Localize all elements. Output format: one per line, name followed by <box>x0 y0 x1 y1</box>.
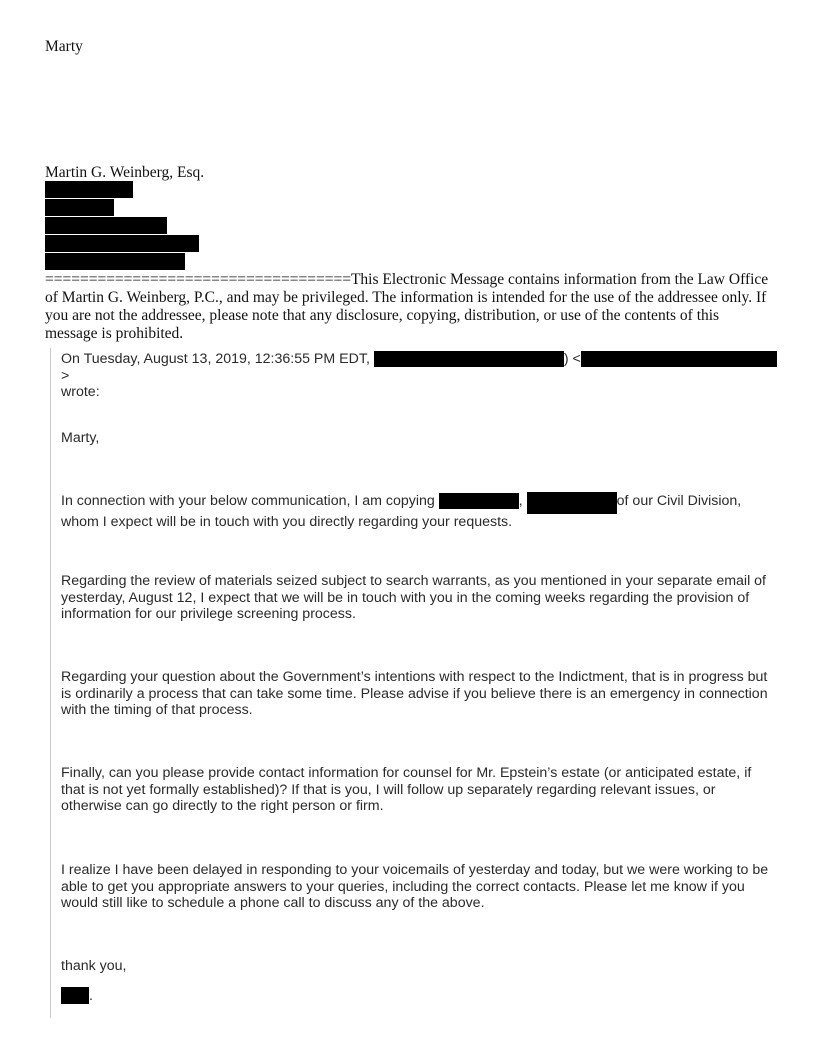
redaction-signer-name <box>61 987 89 1004</box>
quoted-header-end: > <box>61 367 70 384</box>
legal-disclaimer: ===================================This Electronic Message contains information from the Law Office of Martin G. Weinberg, P.C., and may be privileged. The information is intended for the use of the addressee only. If you are not the addressee, please note that any disclosure, copying, distribution, or use of the contents of this message is prohibited. <box>45 271 769 342</box>
quoted-header-date: On Tuesday, August 13, 2019, 12:36:55 PM EDT, <box>61 351 370 367</box>
paragraph-1-end: of our Civil Division, whom I expect will be in touch with you directly regarding your requests. <box>61 493 742 530</box>
quoted-header-wrote: wrote: <box>61 384 100 400</box>
paragraph-1-start: In connection with your below communication, I am copying <box>61 493 435 509</box>
redaction-address-line-3 <box>45 217 167 234</box>
quoted-paragraph-2: Regarding the review of materials seized subject to search warrants, as you mentioned in your separate email of yesterday, August 12, I expect that we will be in touch with you in the coming weeks regarding the provision of information for our privilege screening process. <box>61 573 767 622</box>
signature-full-name: Martin G. Weinberg, Esq. <box>45 164 205 181</box>
quoted-closing: thank you, <box>61 958 127 974</box>
signature-short-name: Marty <box>45 38 83 55</box>
redaction-address-line-4 <box>45 235 199 252</box>
redaction-recipient-2 <box>527 492 617 514</box>
redaction-address-line-5 <box>45 253 185 270</box>
quoted-paragraph-5: I realize I have been delayed in responding to your voicemails of yesterday and today, but we were working to be able to get you appropriate answers to your queries, including the correct contacts. Please let me know if you would still like to schedule a phone call to discuss any of the above. <box>61 862 769 911</box>
quote-border <box>50 348 51 1018</box>
quoted-greeting: Marty, <box>61 430 100 446</box>
redaction-sender-email <box>581 351 777 367</box>
signoff-suffix: . <box>89 988 93 1004</box>
quoted-signoff <box>61 987 777 1005</box>
redaction-sender-name <box>374 351 564 367</box>
quoted-paragraph-3: Regarding your question about the Government’s intentions with respect to the Indictment, that is in progress but is ordinarily a process that can take some time. Please advise if you believe there is an emergency in connection with the timing of that process. <box>61 669 768 718</box>
redaction-address-line-1 <box>45 181 133 198</box>
quoted-header-mid: ) < <box>563 351 581 367</box>
redaction-recipient-1 <box>439 493 519 509</box>
redaction-address-line-2 <box>45 199 114 216</box>
quoted-paragraph-1 <box>61 492 777 531</box>
quoted-paragraph-4: Finally, can you please provide contact information for counsel for Mr. Epstein’s estate (or anticipated estate, if that is not yet formally established)? If that is you, I will follow up separately regarding relevant issues, or otherwise can go directly to the right person or firm. <box>61 765 752 814</box>
quoted-header <box>61 351 777 401</box>
paragraph-1-comma: , <box>518 493 523 509</box>
